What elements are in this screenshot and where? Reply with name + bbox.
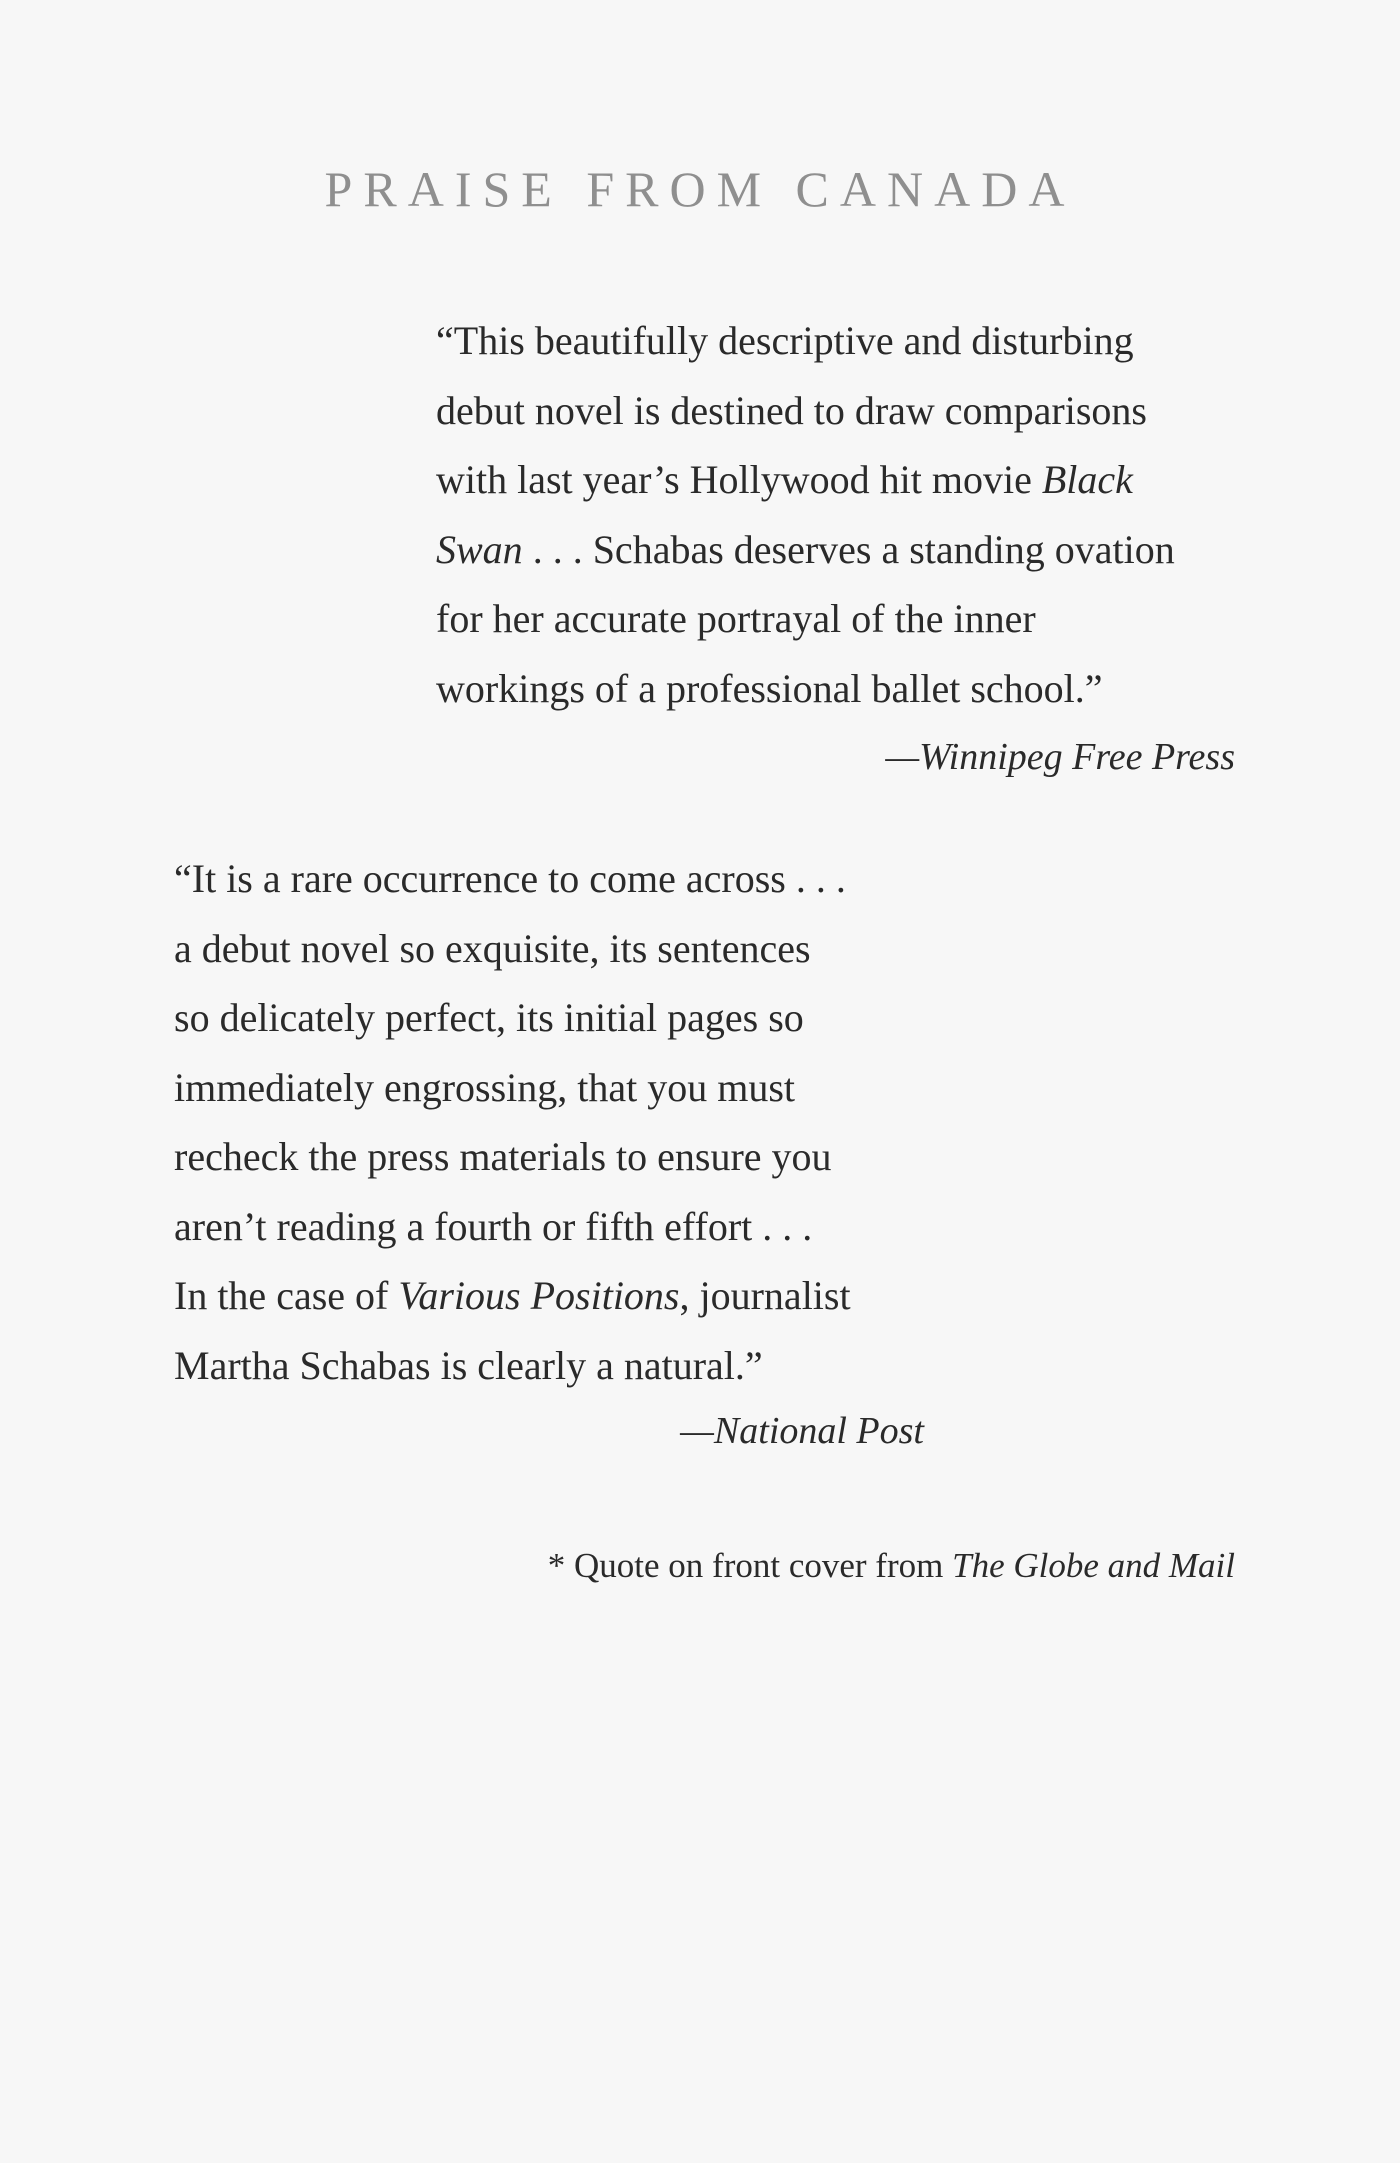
quote-attribution: —National Post — [680, 1410, 924, 1452]
quote-line: “It is a rare occurrence to come across . . . — [174, 856, 846, 901]
quote-text: , journalist — [679, 1273, 851, 1318]
quote-line: a debut novel so exquisite, its sentences — [174, 925, 811, 971]
quote-line — [174, 1261, 934, 1331]
cover-quote-footnote — [548, 1546, 1235, 1586]
quote-line: debut novel is destined to draw comparisons — [436, 387, 1147, 433]
quote-text: with last year’s Hollywood hit movie — [436, 457, 1042, 502]
quote-text: In the case of — [174, 1273, 399, 1318]
quote-line: immediately engrossing, that you must — [174, 1064, 796, 1110]
quote-text: . . . Schabas deserves a standing ovation — [522, 526, 1175, 572]
review-quote-winnipeg — [436, 306, 1236, 723]
quote-line: workings of a professional ballet school.” — [436, 665, 1103, 711]
quote-line — [436, 445, 1236, 515]
quote-line: for her accurate portrayal of the inner — [436, 596, 1036, 641]
quote-attribution: —Winnipeg Free Press — [885, 736, 1235, 778]
quote-line: recheck the press materials to ensure you — [174, 1134, 832, 1179]
quote-line: aren’t reading a fourth or fifth effort . . . — [174, 1203, 813, 1249]
film-title: Swan — [436, 526, 523, 572]
film-title: Black — [1041, 457, 1133, 502]
footnote-text: * Quote on front cover from — [547, 1546, 953, 1585]
quote-line: Martha Schabas is clearly a natural.” — [174, 1342, 763, 1388]
book-title: Various Positions — [398, 1273, 680, 1318]
quote-line: “This beautifully descriptive and disturbing — [436, 318, 1134, 363]
quote-line — [436, 515, 1236, 585]
page-heading: PRAISE FROM CANADA — [324, 161, 1076, 217]
quote-line: so delicately perfect, its initial pages so — [174, 995, 804, 1040]
review-quote-national-post — [174, 844, 934, 1400]
newspaper-title: The Globe and Mail — [952, 1546, 1235, 1585]
